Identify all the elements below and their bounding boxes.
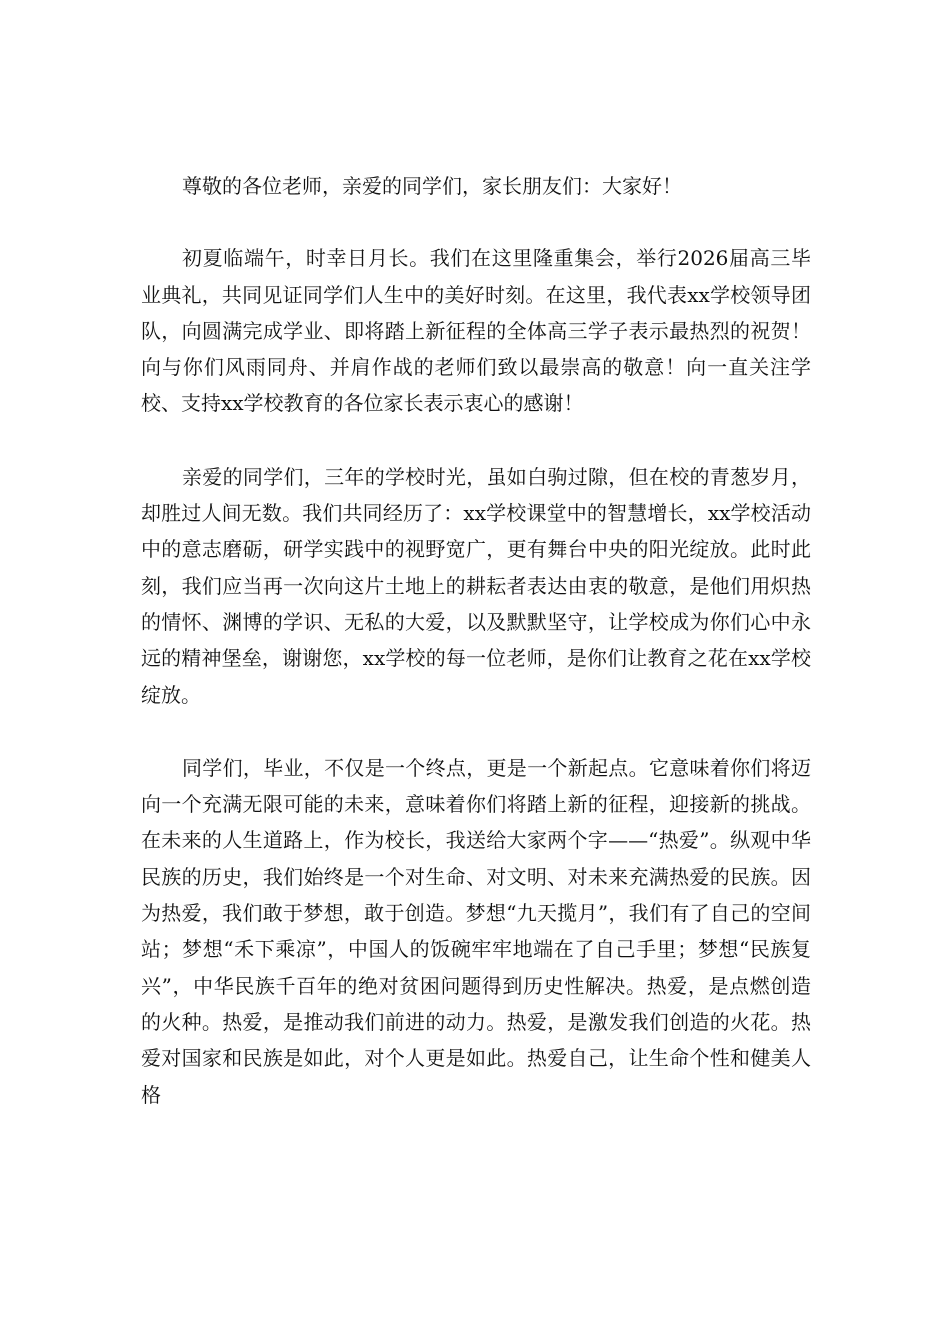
greeting-line: 尊敬的各位老师，亲爱的同学们，家长朋友们：大家好！ [182, 174, 682, 198]
paragraph-memories: 亲爱的同学们，三年的学校时光，虽如白驹过隙，但在校的青葱岁月，却胜过人间无数。我们共同经历了：xx学校课堂中的智慧增长，xx学校活动中的意志磨砺，研学实践中的视野宽广，更有舞台中央的阳光绽放。此时此刻，我们应当再一次向这片土地上的耕耘者表达由衷的敬意，是他们用炽热的情怀、渊博的学识、无私的大爱，以及默默坚守，让学校成为你们心中永远的精神堡垒，谢谢您，xx学校的每一位老师，是你们让教育之花在xx学校绽放。 [141, 464, 811, 707]
paragraph-passion: 同学们，毕业，不仅是一个终点，更是一个新起点。它意味着你们将迈向一个充满无限可能的未来，意味着你们将踏上新的征程，迎接新的挑战。在未来的人生道路上，作为校长，我送给大家两个字——“热爱”。纵观中华民族的历史，我们始终是一个对生命、对文明、对未来充满热爱的民族。因为热爱，我们敢于梦想，敢于创造。梦想“九天揽月”，我们有了自己的空间站；梦想“禾下乘凉”，中国人的饭碗牢牢地端在了自己手里；梦想“民族复兴”，中华民族千百年的绝对贫困问题得到历史性解决。热爱，是点燃创造的火种。热爱，是推动我们前进的动力。热爱，是激发我们创造的火花。热爱对国家和民族是如此，对个人更是如此。热爱自己，让生命个性和健美人格 [141, 755, 811, 1107]
paragraph-opening: 初夏临端午，时幸日月长。我们在这里隆重集会，举行2026届高三毕业典礼，共同见证同学们人生中的美好时刻。在这里，我代表xx学校领导团队，向圆满完成学业、即将踏上新征程的全体高三学子表示最热烈的祝贺！向与你们风雨同舟、并肩作战的老师们致以最崇高的敬意！向一直关注学校、支持xx学校教育的各位家长表示衷心的感谢！ [141, 246, 811, 416]
document-page [141, 158, 811, 1113]
